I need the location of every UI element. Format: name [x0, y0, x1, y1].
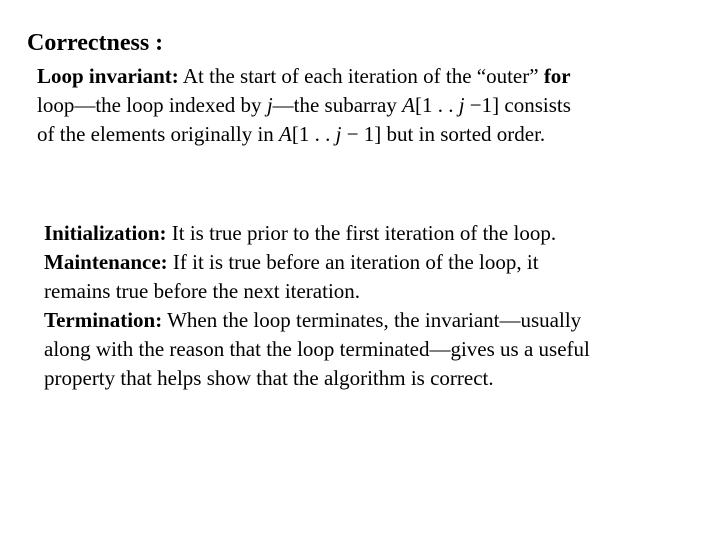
invariant-text-3b: [1 . . [291, 122, 336, 146]
variable-j: j [266, 93, 273, 117]
maintenance-line-2: remains true before the next iteration. [44, 279, 361, 303]
termination-line-2: along with the reason that the loop terminated—gives us a useful [44, 337, 590, 361]
invariant-text-2a: loop—the loop indexed by [37, 93, 267, 117]
invariant-line-2 [37, 91, 697, 120]
loop-invariant-paragraph [37, 62, 697, 149]
array-a: A [279, 122, 292, 146]
variable-j: j [335, 122, 342, 146]
invariant-text-2c: [1 . . [414, 93, 459, 117]
initialization-line [44, 219, 704, 248]
proof-steps [44, 219, 704, 393]
maintenance-line-1 [44, 248, 704, 277]
array-a: A [402, 93, 415, 117]
for-keyword: for [543, 64, 571, 88]
invariant-text-3a: of the elements originally in [37, 122, 280, 146]
termination-line-3: property that helps show that the algorithm is correct. [44, 366, 494, 390]
maintenance-label: Maintenance: [44, 250, 168, 274]
invariant-line-3 [37, 120, 697, 149]
maintenance-text-1: If it is true before an iteration of the loop, it [167, 250, 539, 274]
initialization-label: Initialization: [44, 221, 167, 245]
termination-line-1 [44, 306, 704, 335]
invariant-text-3c: − 1] but in sorted order. [341, 122, 546, 146]
termination-text-1: When the loop terminates, the invariant—usually [162, 308, 582, 332]
invariant-text-1: At the start of each iteration of the “outer” [178, 64, 544, 88]
invariant-text-2b: —the subarray [272, 93, 403, 117]
termination-label: Termination: [44, 308, 163, 332]
invariant-line-1 [37, 62, 697, 91]
slide-title: Correctness : [27, 30, 164, 56]
initialization-text: It is true prior to the first iteration of the loop. [166, 221, 557, 245]
loop-invariant-label: Loop invariant: [37, 64, 179, 88]
variable-j: j [458, 93, 465, 117]
invariant-text-2d: −1] consists [464, 93, 571, 117]
